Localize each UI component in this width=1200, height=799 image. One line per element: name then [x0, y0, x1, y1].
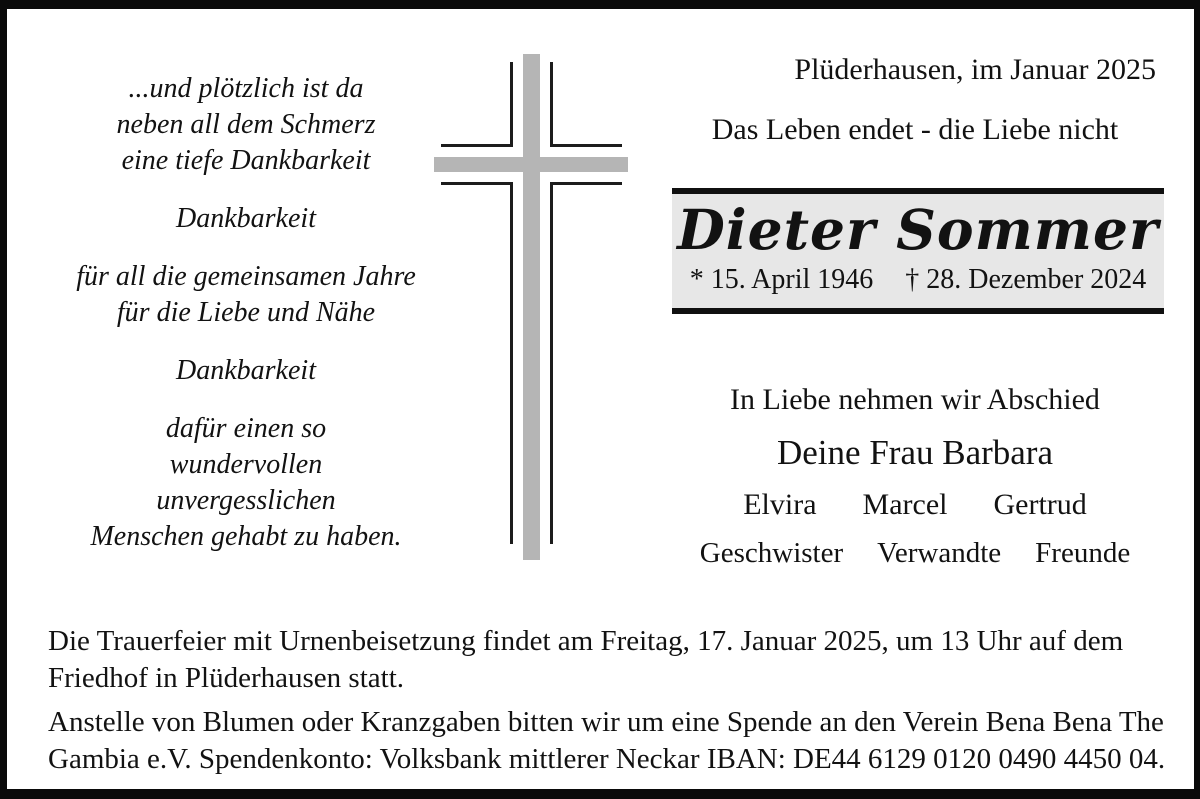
name-plate [672, 188, 1164, 314]
family-names [665, 488, 1165, 522]
poem-line: Dankbarkeit [176, 203, 316, 234]
poem-stanza [31, 259, 461, 331]
donation-info: Anstelle von Blumen oder Kranzgaben bitten wir um eine Spende an den Verein Bena Bena The Gambia e.V. Spendenkonto: Volksbank mittlerer Neckar IBAN: DE44 6129 0120 0490 4450 04. [48, 706, 1166, 775]
poem-line: ...und plötzlich ist da [128, 73, 364, 104]
poem-line: unvergesslichen [156, 485, 336, 516]
mourner-group: Geschwister [699, 537, 844, 569]
poem-stanza [31, 71, 461, 179]
poem-line: neben all dem Schmerz [116, 109, 376, 140]
poem-line: für die Liebe und Nähe [116, 297, 376, 328]
birth-date: * 15. April 1946 [689, 264, 874, 295]
memorial-poem [31, 71, 461, 577]
other-mourners [665, 537, 1165, 570]
chief-mourner: Deine Frau Barbara [777, 433, 1053, 472]
death-date: † 28. Dezember 2024 [905, 264, 1147, 295]
poem-line: für all die gemeinsamen Jahre [76, 261, 416, 292]
mourner-group: Verwandte [877, 537, 1002, 569]
poem-line: eine tiefe Dankbarkeit [121, 145, 371, 176]
deceased-name: Dieter Sommer [677, 197, 1159, 262]
family-name: Elvira [743, 488, 817, 521]
poem-line: Menschen gehabt zu haben. [90, 521, 402, 552]
poem-line: Dankbarkeit [176, 355, 316, 386]
family-name: Marcel [862, 488, 948, 521]
dateline: Plüderhausen, im Januar 2025 [794, 53, 1156, 86]
poem-stanza [31, 353, 461, 389]
family-name: Gertrud [993, 488, 1087, 521]
funeral-info: Die Trauerfeier mit Urnenbeisetzung findet am Freitag, 17. Januar 2025, um 13 Uhr auf dem Friedhof in Plüderhausen statt. [48, 625, 1124, 694]
mourner-group: Freunde [1035, 537, 1131, 569]
poem-line: dafür einen so [165, 413, 327, 444]
latin-cross-icon [407, 49, 657, 569]
life-dates [672, 264, 1164, 296]
farewell-intro: In Liebe nehmen wir Abschied [730, 383, 1100, 416]
notice-footer [48, 623, 1172, 785]
poem-line: wundervollen [169, 449, 323, 480]
motto-line: Das Leben endet - die Liebe nicht [711, 113, 1119, 146]
poem-stanza [31, 201, 461, 237]
poem-stanza [31, 411, 461, 555]
